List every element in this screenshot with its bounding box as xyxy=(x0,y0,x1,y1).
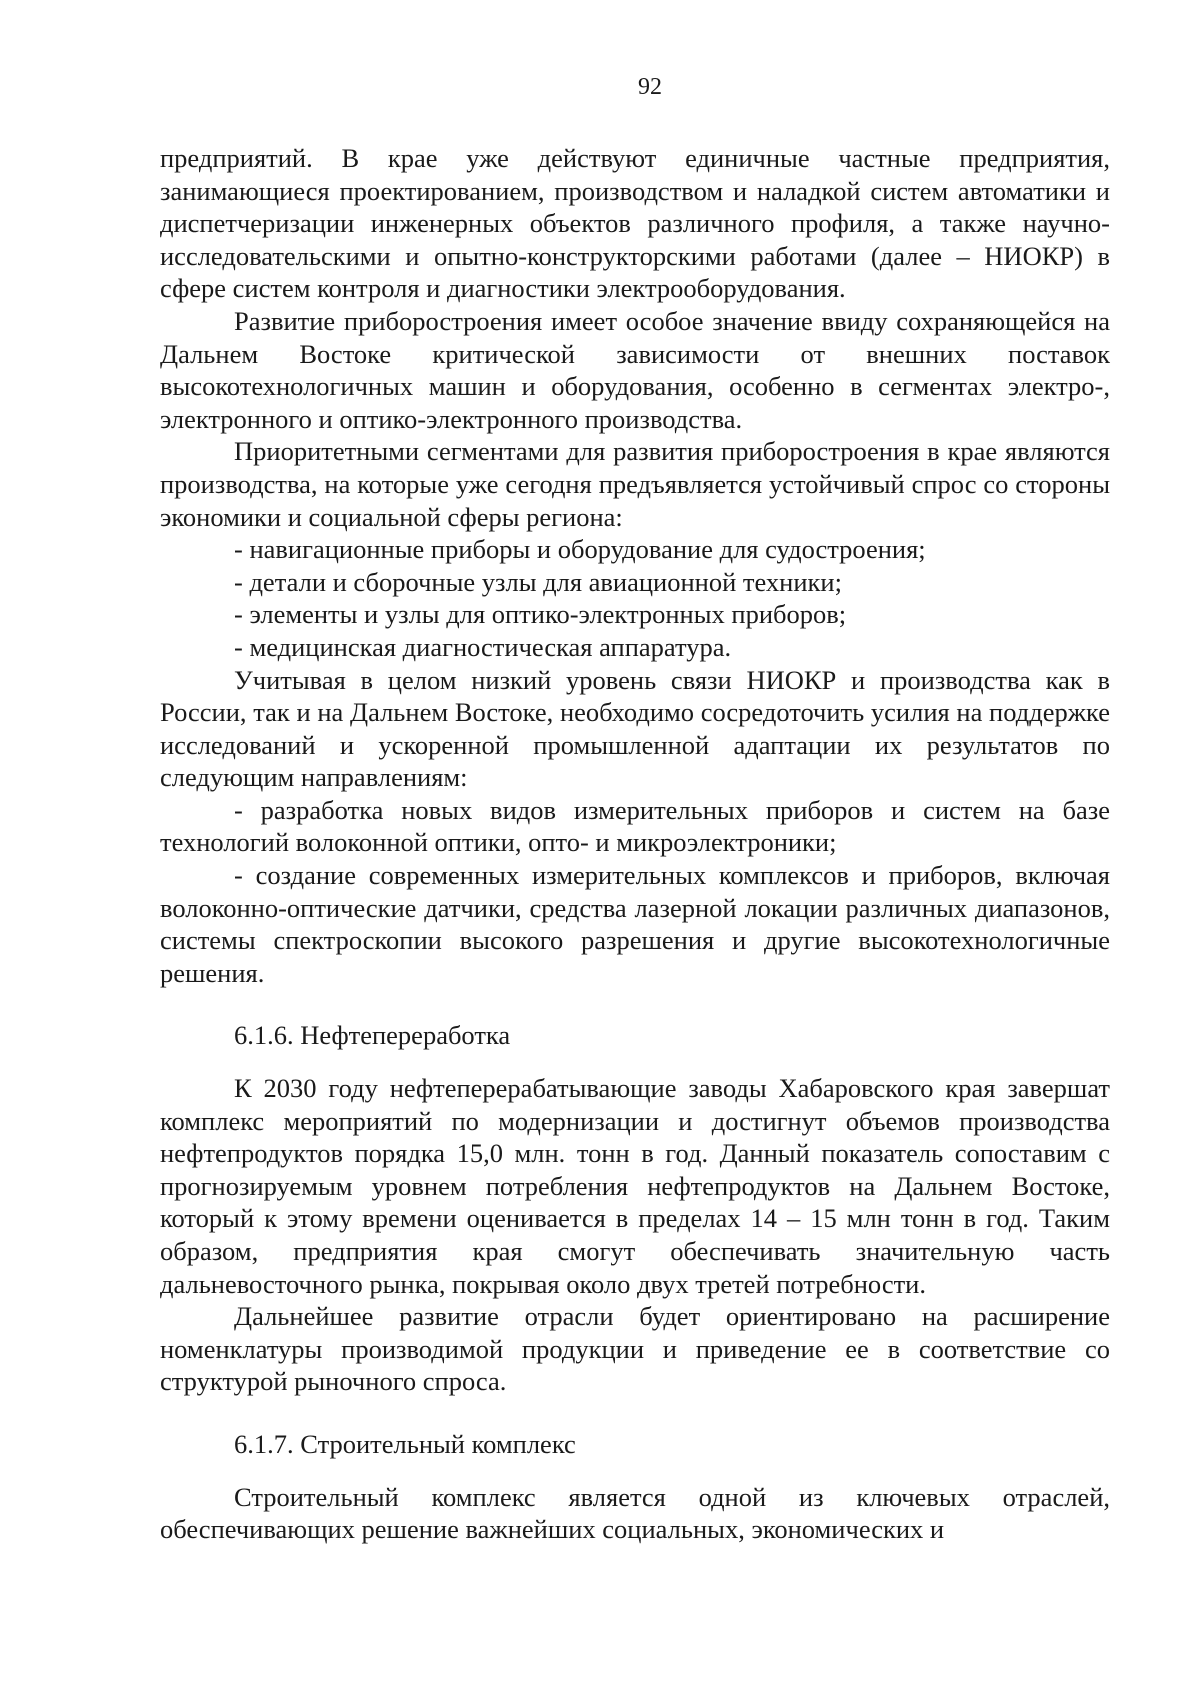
paragraph-research-directions: Учитывая в целом низкий уровень связи НИОКР и производства как в России, так и на Дальнем Востоке, необходимо сосредоточить усилия на поддержке исследований и ускоренной промышленной адаптации их результатов по следующим направлениям: xyxy=(160,664,1110,793)
paragraph-oil-refining-development: Дальнейшее развитие отрасли будет ориентировано на расширение номенклатуры производимой продукции и приведение ее в соответствие со структурой рыночного спроса. xyxy=(160,1301,1110,1397)
section-heading-construction: 6.1.7. Строительный комплекс xyxy=(234,1428,576,1459)
list-item: - разработка новых видов измерительных приборов и систем на базе технологий волоконной оптики, опто- и микроэлектроники; xyxy=(160,794,1110,858)
list-item: - навигационные приборы и оборудование для судостроения; xyxy=(234,534,926,565)
list-item: - создание современных измерительных комплексов и приборов, включая волоконно-оптические датчики, средства лазерной локации различных диапазонов, системы спектроскопии высокого разрешения и другие высокотехнологичные решения. xyxy=(160,860,1110,988)
paragraph-construction: Строительный комплекс является одной из ключевых отраслей, обеспечивающих решение важнейших социальных, экономических и xyxy=(160,1481,1110,1545)
paragraph-continuation: предприятий. В крае уже действуют единичные частные предприятия, занимающиеся проектированием, производством и наладкой систем автоматики и диспетчеризации инженерных объектов различного профиля, а также научно-исследовательскими и опытно-конструкторскими работами (далее – НИОКР) в сфере систем контроля и диагностики электрооборудования. xyxy=(160,143,1110,304)
paragraph-priority-segments: Приоритетными сегментами для развития приборостроения в крае являются производства, на которые уже сегодня предъявляется устойчивый спрос со стороны экономики и социальной сферы региона: xyxy=(160,436,1110,532)
page-number: 92 xyxy=(638,74,662,100)
section-heading-oil-refining: 6.1.6. Нефтепереработка xyxy=(234,1020,511,1051)
list-item: - элементы и узлы для оптико-электронных приборов; xyxy=(234,599,847,630)
document-page xyxy=(160,72,1110,1546)
paragraph-instrument-making: Развитие приборостроения имеет особое значение ввиду сохраняющейся на Дальнем Востоке критической зависимости от внешних поставок высокотехнологичных машин и оборудования, особенно в сегментах электро-, электронного и оптико-электронного производства. xyxy=(160,305,1110,434)
list-item: - детали и сборочные узлы для авиационной техники; xyxy=(234,566,842,597)
paragraph-oil-refining-2030: К 2030 году нефтеперерабатывающие заводы Хабаровского края завершат комплекс мероприятий по модернизации и достигнут объемов производства нефтепродуктов порядка 15,0 млн. тонн в год. Данный показатель сопоставим с прогнозируемым уровнем потребления нефтепродуктов на Дальнем Востоке, который к этому времени оценивается в пределах 14 – 15 млн тонн в год. Таким образом, предприятия края смогут обеспечивать значительную часть дальневосточного рынка, покрывая около двух третей потребности. xyxy=(160,1073,1110,1299)
list-item: - медицинская диагностическая аппаратура. xyxy=(234,631,732,662)
